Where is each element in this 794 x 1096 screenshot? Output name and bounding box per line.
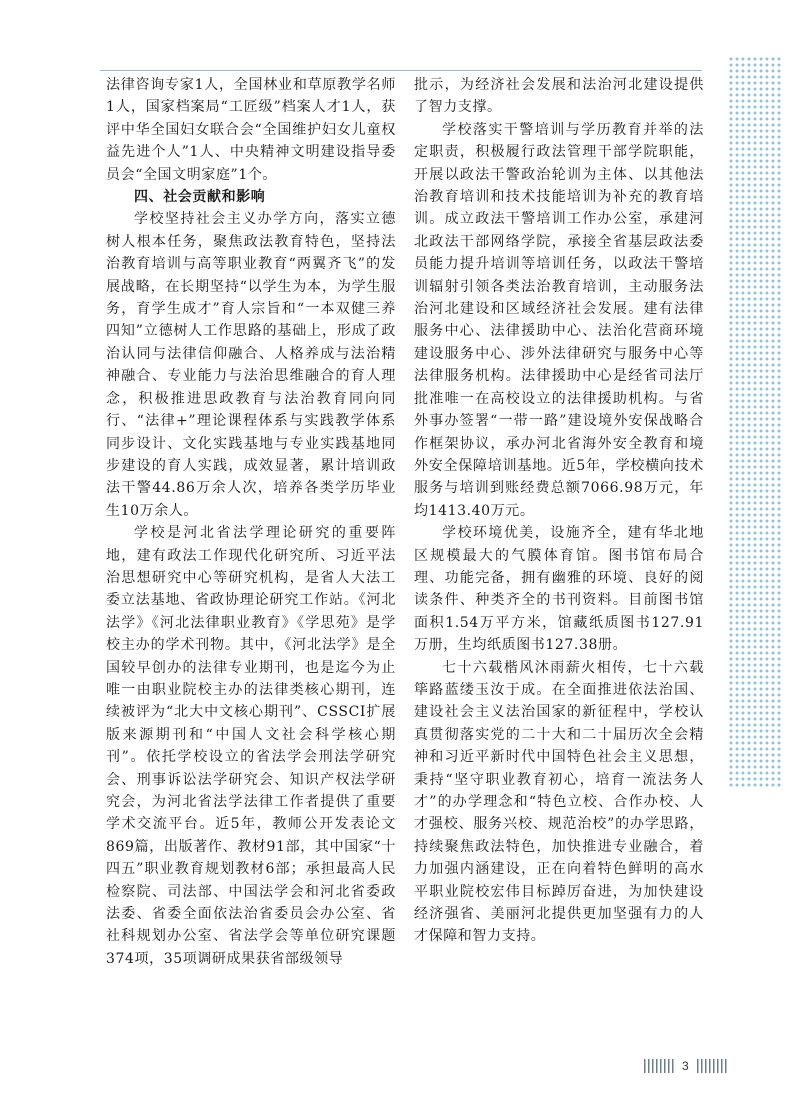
paragraph: 法律咨询专家1人，全国林业和草原教学名师1人，国家档案局“工匠级”档案人才1人，获评中华全国妇女联合会“全国维护妇女儿童权益先进个人”1人、中央精神文明建设指导委员会“全国文明家庭”1个。: [106, 77, 396, 183]
paragraph: 七十六载楷风沐雨薪火相传，七十六载筚路蓝缕玉汝于成。在全面推进依法治国、建设社会主义法治国家的新征程中，学校认真贯彻落实党的二十大和二十届历次全会精神和习近平新时代中国特色社会主义思想，秉持“坚守职业教育初心，培育一流法务人才”的办学理念和“特色立校、合作办校、人才强校、服务兴校、规范治校”的办学思路，持续聚焦政法特色，加快推进专业融合，着力加强内涵建设，正在向着特色鲜明的高水平职业院校宏伟目标踔厉奋进，为加快建设经济强省、美丽河北提供更加坚强有力的人才保障和智力支持。: [414, 659, 704, 945]
paragraph: 学校落实干警培训与学历教育并举的法定职责，积极履行政法管理干部学院职能，开展以政法干警政治轮训为主体、以其他法治教育培训和技术技能培训为补充的教育培训。成立政法干警培训工作办公室，承建河北政法干部网络学院，承接全省基层政法委员能力提升培训等培训任务，以政法干警培训辐射引领各类法治教育培训，主动服务法治河北建设和区域经济社会发展。建有法律服务中心、法律援助中心、法治化营商环境建设服务中心、涉外法律研究与服务中心等法律服务机构。法律援助中心是经省司法厅批准唯一在高校设立的法律援助机构。与省外事办签署“一带一路”建设境外安保战略合作框架协议，承办河北省海外安全教育和境外安全保障培训基地。近5年，学校横向技术服务与培训到账经费总额7066.98万元，年均1413.40万元。: [414, 121, 704, 519]
paragraph: 学校坚持社会主义办学方向，落实立德树人根本任务，聚焦政法教育特色，坚持法治教育培训与高等职业教育“两翼齐飞”的发展战略，在长期坚持“以学生为本，为学生服务，育学生成才”育人宗旨和“一本双健三养四知”立德树人工作思路的基础上，形成了政治认同与法律信仰融合、人格养成与法治精神融合、专业能力与法治思维融合的育人理念，积极推进思政教育与法治教育同向同行、“法律+”理论课程体系与实践教学体系同步设计、文化实践基地与专业实践基地同步建设的育人实践，成效显著，累计培训政法干警44.86万余人次，培养各类学历毕业生10万余人。: [106, 211, 396, 519]
paragraph: 批示，为经济社会发展和法治河北建设提供了智力支撑。: [414, 77, 704, 116]
page-number: 3: [682, 1059, 689, 1073]
footer-bars-right: [697, 1059, 727, 1073]
left-column: [106, 74, 396, 970]
right-column: [414, 74, 704, 948]
page-footer: [644, 1058, 727, 1074]
header-rule: [100, 70, 702, 71]
footer-bars-left: [644, 1059, 674, 1073]
paragraph: 学校是河北省法学理论研究的重要阵地，建有政法工作现代化研究所、习近平法治思想研究中心等研究机构，是省人大法工委立法基地、省政协理论研究工作站。《河北法学》《河北法律职业教育》《学思苑》是学校主办的学术刊物。其中，《河北法学》是全国较早创办的法律专业期刊，也是迄今为止唯一由职业院校主办的法律类核心期刊，连续被评为“北大中文核心期刊”、CSSCI扩展版来源期刊和“中国人文社会科学核心期刊”。依托学校设立的省法学会刑法学研究会、刑事诉讼法学研究会、知识产权法学研究会，为河北省法学法律工作者提供了重要学术交流平台。近5年，教师公开发表论文869篇，出版著作、教材91部，其中国家“十四五”职业教育规划教材6部；承担最高人民检察院、司法部、中国法学会和河北省委政法委、省委全面依法治省委员会办公室、省社科规划办公室、省法学会等单位研究课题374项，35项调研成果获省部级领导: [106, 525, 396, 967]
section-heading: 四、社会贡献和影响: [134, 189, 266, 206]
decorative-dot-strip: [728, 56, 782, 788]
paragraph: 学校环境优美，设施齐全，建有华北地区规模最大的气膜体育馆。图书馆布局合理、功能完备，拥有幽雅的环境、良好的阅读条件、种类齐全的书刊资料。目前图书馆面积1.54万平方米，馆藏纸质图书127.91万册，生均纸质图书127.38册。: [414, 525, 704, 654]
